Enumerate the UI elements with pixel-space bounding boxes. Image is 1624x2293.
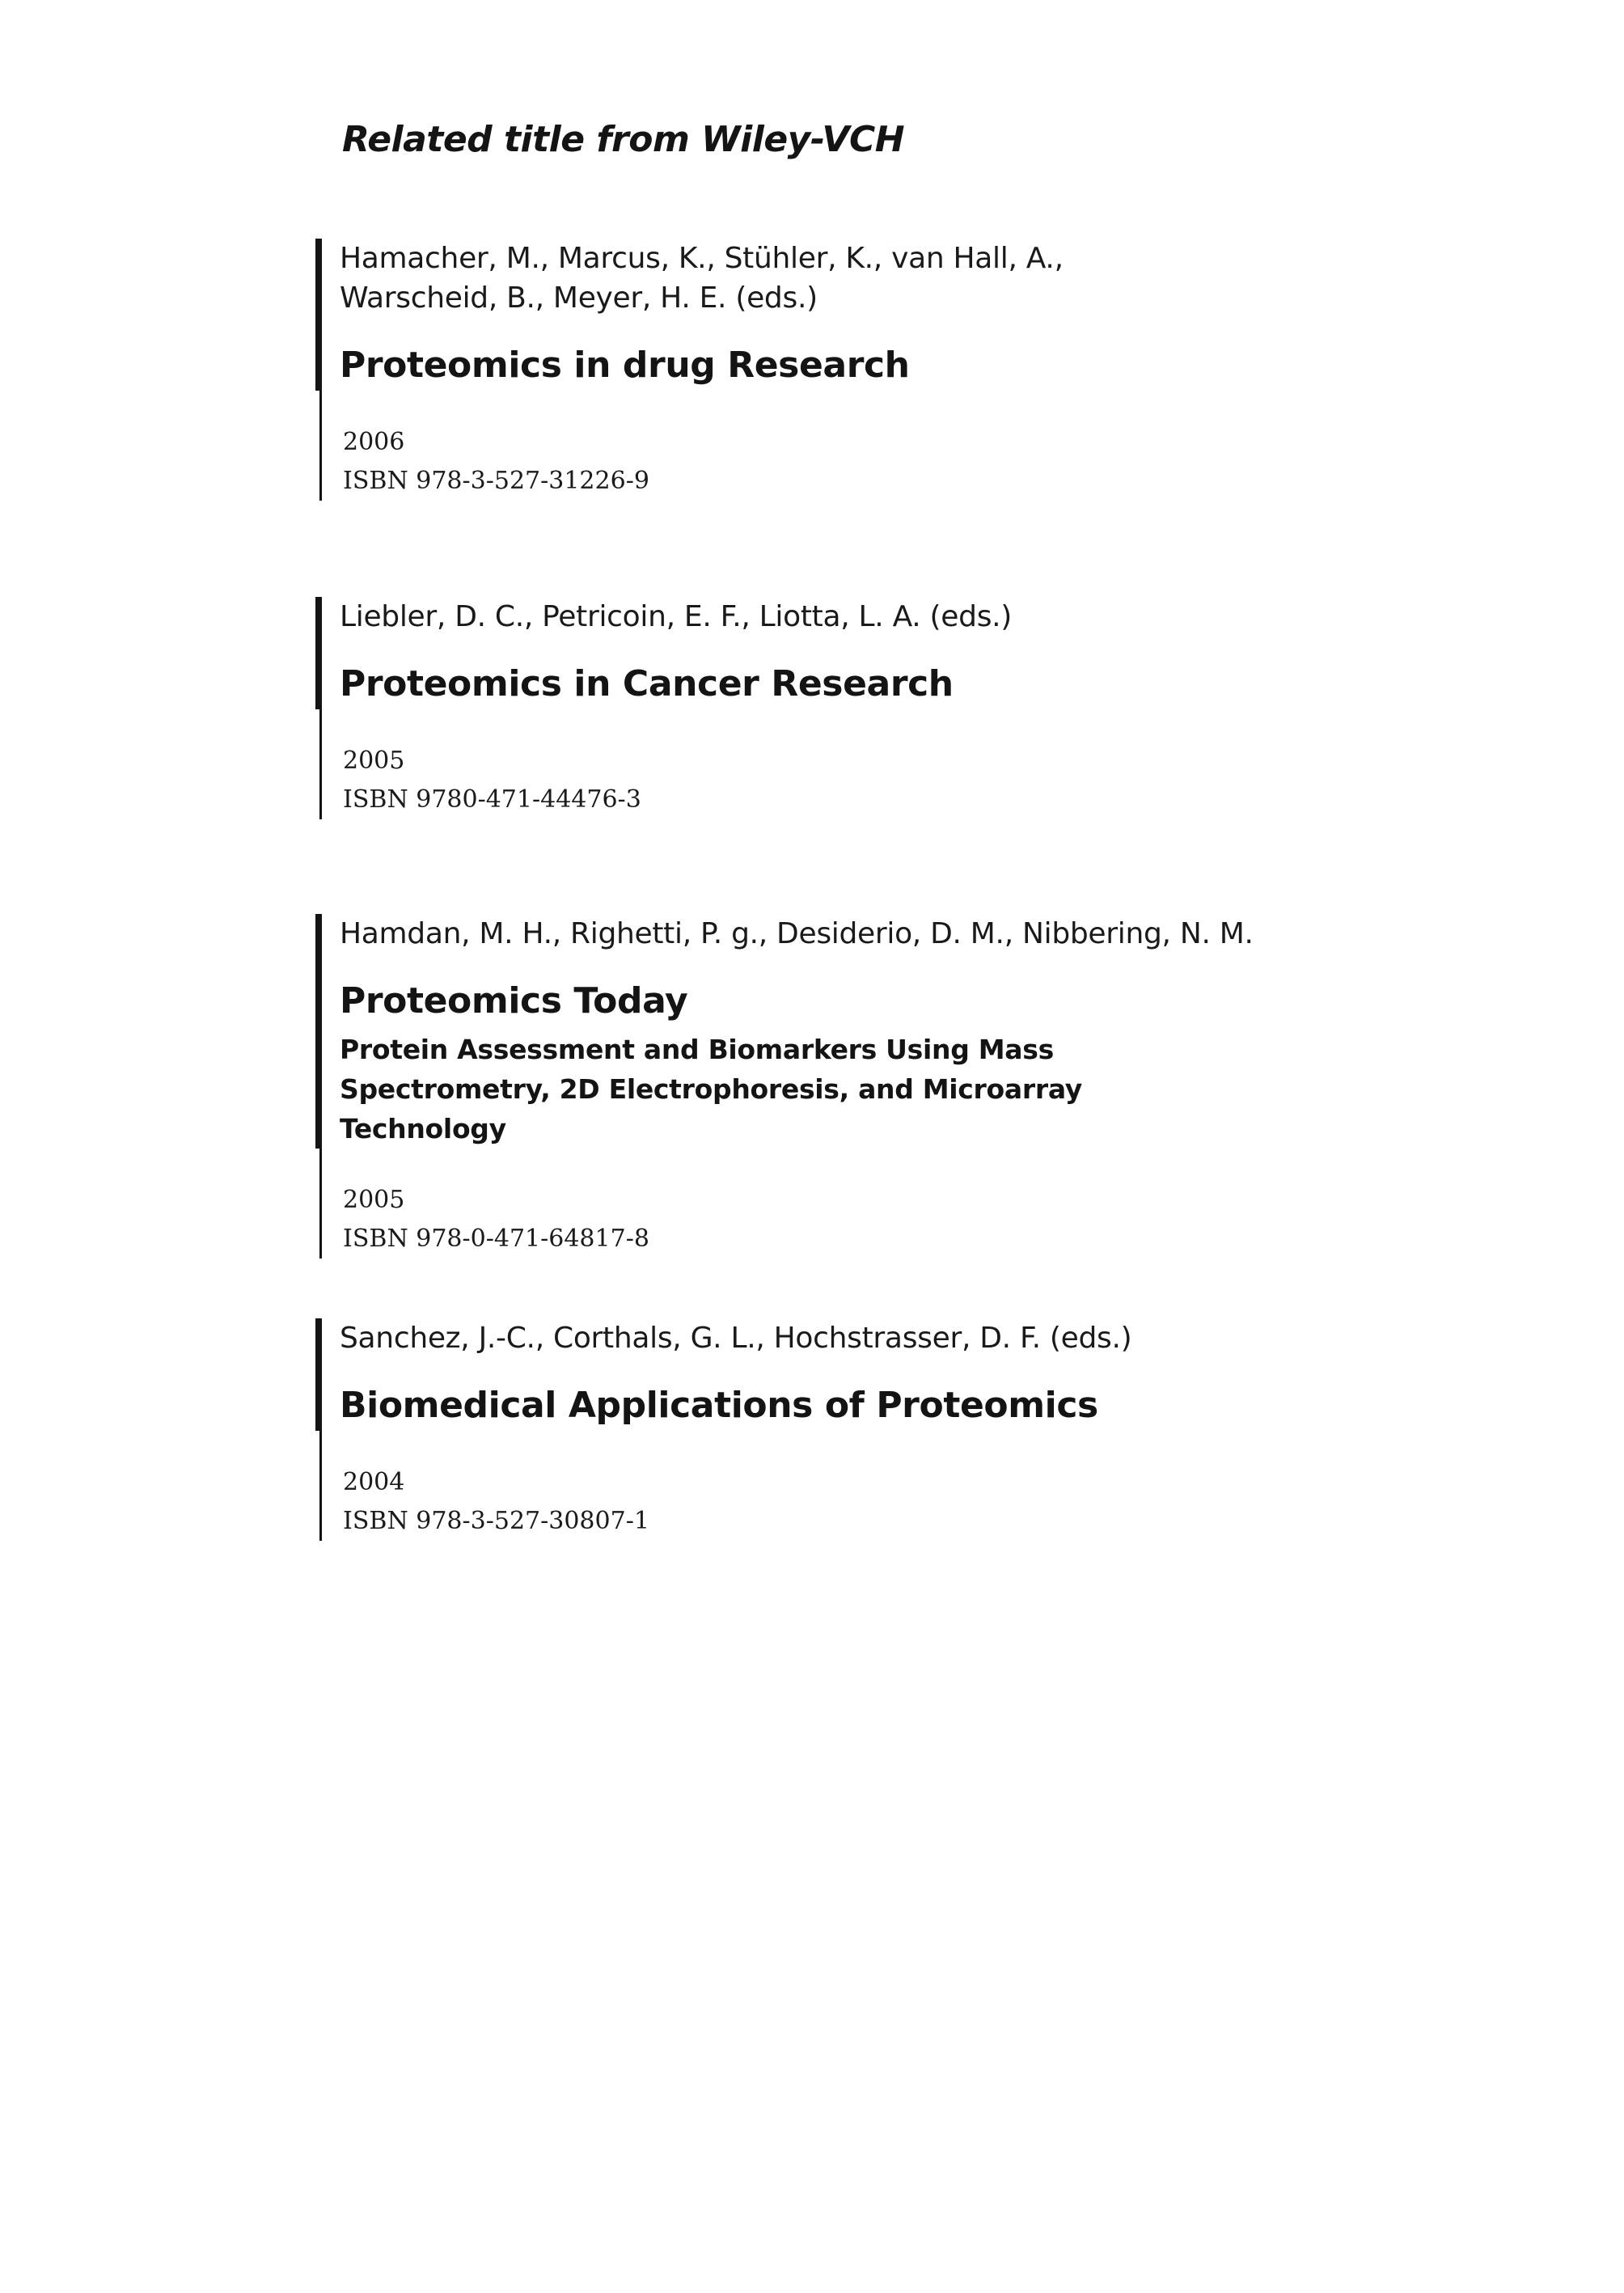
book-entry-proteomics-in-drug-research <box>315 239 1286 501</box>
publication-year: 2006 <box>343 428 405 456</box>
book-title: Biomedical Applications of Proteomics <box>340 1385 1098 1426</box>
book-entry-proteomics-today <box>315 914 1286 1259</box>
entry-publication-info <box>315 1431 1286 1541</box>
book-entry-proteomics-in-cancer-research <box>315 597 1286 819</box>
page-heading: Related title from Wiley-VCH <box>342 119 905 160</box>
entry-publication-info <box>315 709 1286 819</box>
publication-year: 2005 <box>343 1186 405 1214</box>
book-authors: Hamdan, M. H., Righetti, P. g., Desiderio, D. M., Nibbering, N. M. <box>340 917 1254 950</box>
isbn-number: ISBN 978-3-527-30807-1 <box>343 1507 649 1535</box>
publication-year: 2004 <box>343 1468 405 1496</box>
book-authors: Liebler, D. C., Petricoin, E. F., Liotta, L. A. (eds.) <box>340 600 1013 633</box>
book-authors: Sanchez, J.-C., Corthals, G. L., Hochstrasser, D. F. (eds.) <box>340 1322 1132 1355</box>
book-subtitle: Protein Assessment and Biomarkers Using Mass Spectrometry, 2D Electrophoresis, and Microarray Technology <box>340 1034 1082 1144</box>
book-title: Proteomics in Cancer Research <box>340 663 954 704</box>
book-authors: Hamacher, M., Marcus, K., Stühler, K., van Hall, A., Warscheid, B., Meyer, H. E. (eds.) <box>340 242 1064 315</box>
isbn-number: ISBN 978-3-527-31226-9 <box>343 467 649 495</box>
entry-header <box>315 914 1286 1149</box>
entry-header <box>315 597 1286 709</box>
entry-publication-info <box>315 391 1286 501</box>
book-title: Proteomics in drug Research <box>340 345 910 386</box>
publication-year: 2005 <box>343 747 405 775</box>
book-entry-biomedical-applications-of-proteomics <box>315 1318 1286 1541</box>
book-title: Proteomics Today <box>340 980 688 1022</box>
entry-header <box>315 1318 1286 1431</box>
isbn-number: ISBN 9780-471-44476-3 <box>343 785 641 814</box>
entry-publication-info <box>315 1149 1286 1259</box>
isbn-number: ISBN 978-0-471-64817-8 <box>343 1225 649 1253</box>
entry-header <box>315 239 1286 391</box>
